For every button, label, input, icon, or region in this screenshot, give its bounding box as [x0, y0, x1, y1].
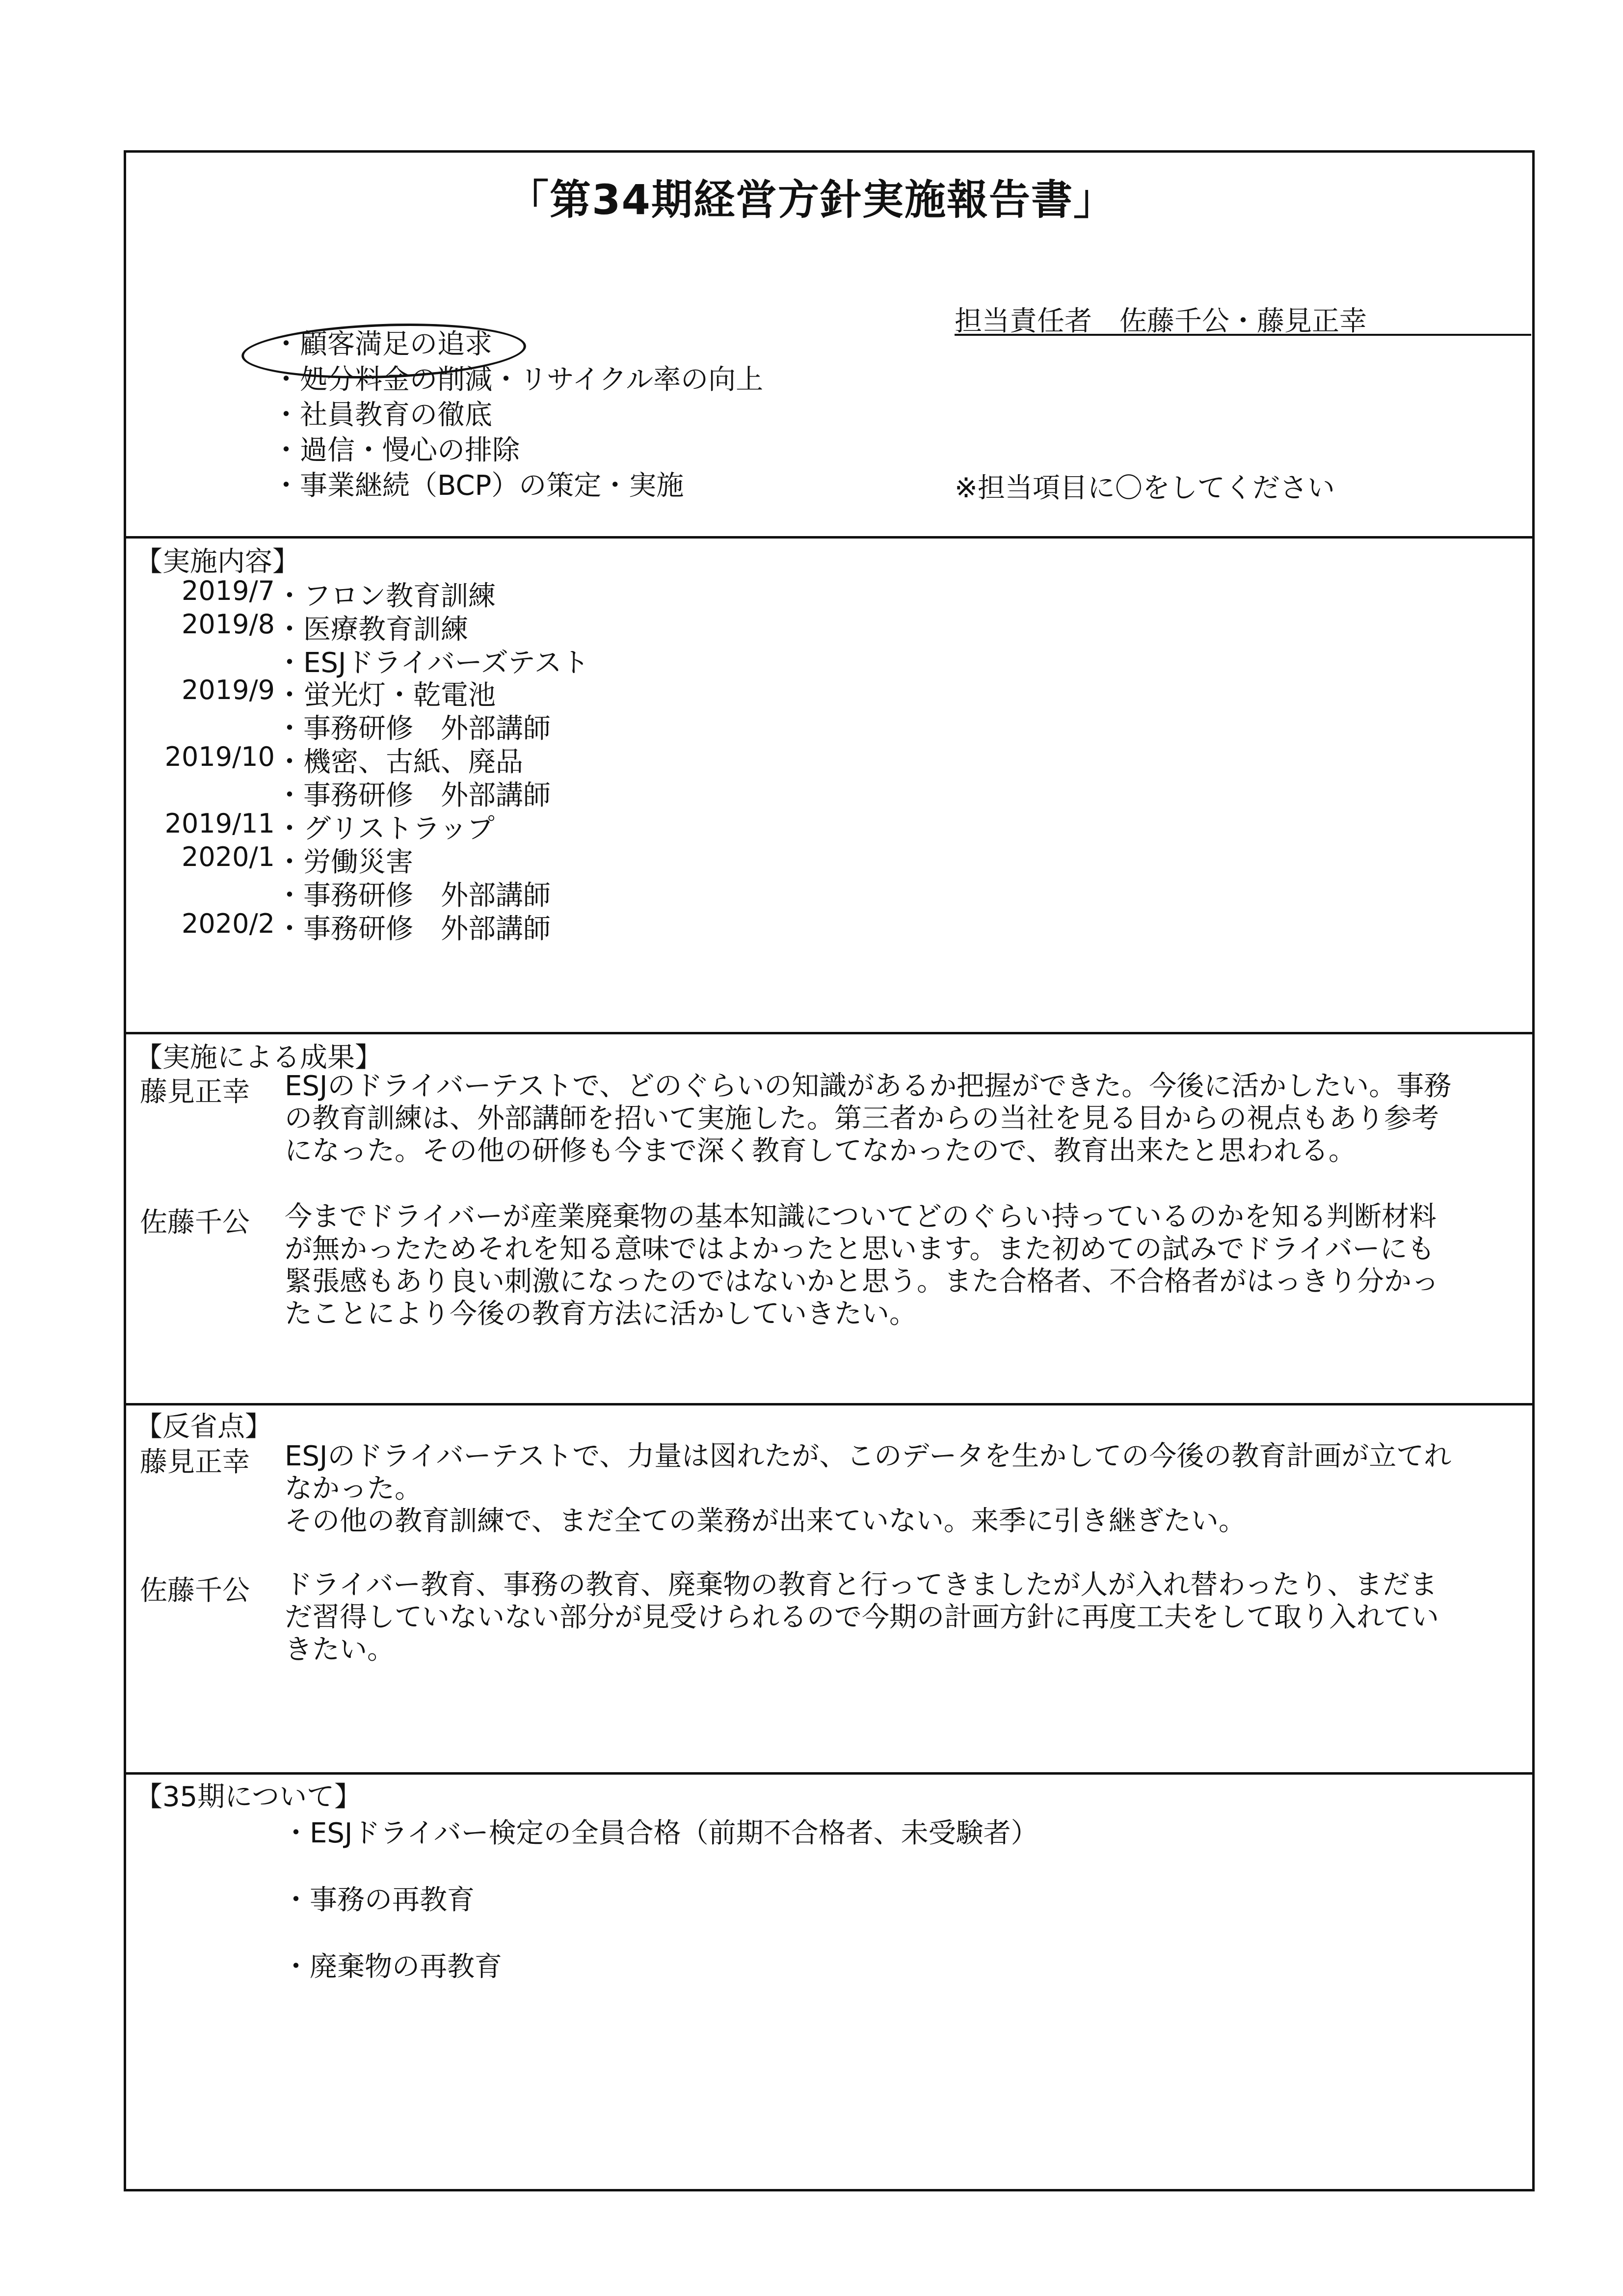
results-heading: 【実施による成果】 [135, 1042, 382, 1074]
reflection-author: 佐藤千公 [140, 1575, 250, 1607]
instruction-note: ※担当項目に〇をしてください [955, 472, 1335, 504]
reflection-heading: 【反省点】 [135, 1411, 272, 1443]
policy-item: ・顧客満足の追求 [272, 328, 492, 360]
policy-item: ・事業継続（BCP）の策定・実施 [272, 470, 684, 502]
policy-item: ・過信・慢心の排除 [272, 434, 520, 466]
reflection-author: 藤見正幸 [140, 1446, 250, 1478]
impl-item: ・機密、古紙、廃品 [276, 746, 523, 778]
impl-item: ・ESJドライバーズテスト [276, 647, 589, 679]
impl-item: ・医療教育訓練 [276, 614, 468, 646]
impl-date: 2020/1 [182, 841, 275, 872]
responsible-persons [955, 299, 1367, 339]
impl-date: 2019/8 [182, 609, 275, 640]
section-divider [124, 1772, 1535, 1775]
reflection-line: ドライバー教育、事務の教育、廃棄物の教育と行ってきましたが人が入れ替わったり、まだまだ習得していないない部分が見受けられるので今期の計画方針に再度工夫をして取り入れていきたい。 [285, 1569, 1439, 1666]
responsible-names: 佐藤千公・藤見正幸 [1119, 305, 1367, 337]
impl-item: ・労働災害 [276, 846, 413, 878]
next-term-item: ・ESJドライバー検定の全員合格（前期不合格者、未受験者） [282, 1817, 1038, 1849]
policy-item: ・処分料金の削減・リサイクル率の向上 [272, 364, 764, 396]
impl-item: ・事務研修 外部講師 [276, 913, 551, 945]
reflection-line: ESJのドライバーテストで、力量は図れたが、このデータを生かしての今後の教育計画が立てれなかった。 [285, 1440, 1452, 1505]
impl-item: ・事務研修 外部講師 [276, 880, 551, 912]
report-title: 「第34期経営方針実施報告書」 [507, 176, 1116, 224]
section-divider [124, 536, 1535, 539]
impl-item: ・グリストラップ [276, 813, 495, 845]
section-divider [124, 1403, 1535, 1405]
implementation-heading: 【実施内容】 [135, 546, 300, 578]
impl-date: 2019/11 [164, 808, 275, 839]
next-term-item: ・事務の再教育 [282, 1884, 475, 1916]
impl-date: 2019/9 [182, 675, 275, 705]
results-text: ESJのドライバーテストで、どのぐらいの知識があるか把握ができた。今後に活かしたい。事務の教育訓練は、外部講師を招いて実施した。第三者からの当社を見る目からの視点もあり参考になった。その他の研修も今まで深く教育してなかったので、教育出来たと思われる。 [285, 1070, 1452, 1167]
impl-item: ・蛍光灯・乾電池 [276, 679, 496, 711]
reflection-text [285, 1440, 1453, 1538]
policy-item: ・社員教育の徹底 [272, 399, 492, 431]
reflection-text [285, 1569, 1453, 1666]
responsible-label: 担当責任者 [955, 305, 1092, 337]
impl-date: 2020/2 [182, 908, 275, 939]
results-author: 佐藤千公 [140, 1207, 250, 1239]
impl-item: ・フロン教育訓練 [276, 580, 496, 612]
section-divider [124, 1032, 1535, 1034]
impl-item: ・事務研修 外部講師 [276, 780, 551, 811]
reflection-line: その他の教育訓練で、まだ全ての業務が出来ていない。来季に引き継ぎたい。 [285, 1505, 1246, 1537]
results-text: 今までドライバーが産業廃棄物の基本知識についてどのぐらい持っているのかを知る判断材料が無かったためそれを知る意味ではよかったと思います。また初めての試みでドライバーにも緊張感もあり良い刺激になったのではないかと思う。また合格者、不合格者がはっきり分かったことにより今後の教育方法に活かしていきたい。 [285, 1201, 1439, 1330]
impl-date: 2019/10 [164, 741, 275, 772]
impl-date: 2019/7 [182, 575, 275, 606]
impl-item: ・事務研修 外部講師 [276, 713, 551, 745]
results-author: 藤見正幸 [140, 1076, 250, 1108]
next-term-heading: 【35期について】 [135, 1781, 362, 1813]
next-term-item: ・廃棄物の再教育 [282, 1951, 502, 1983]
responsible-underline [955, 334, 1531, 336]
